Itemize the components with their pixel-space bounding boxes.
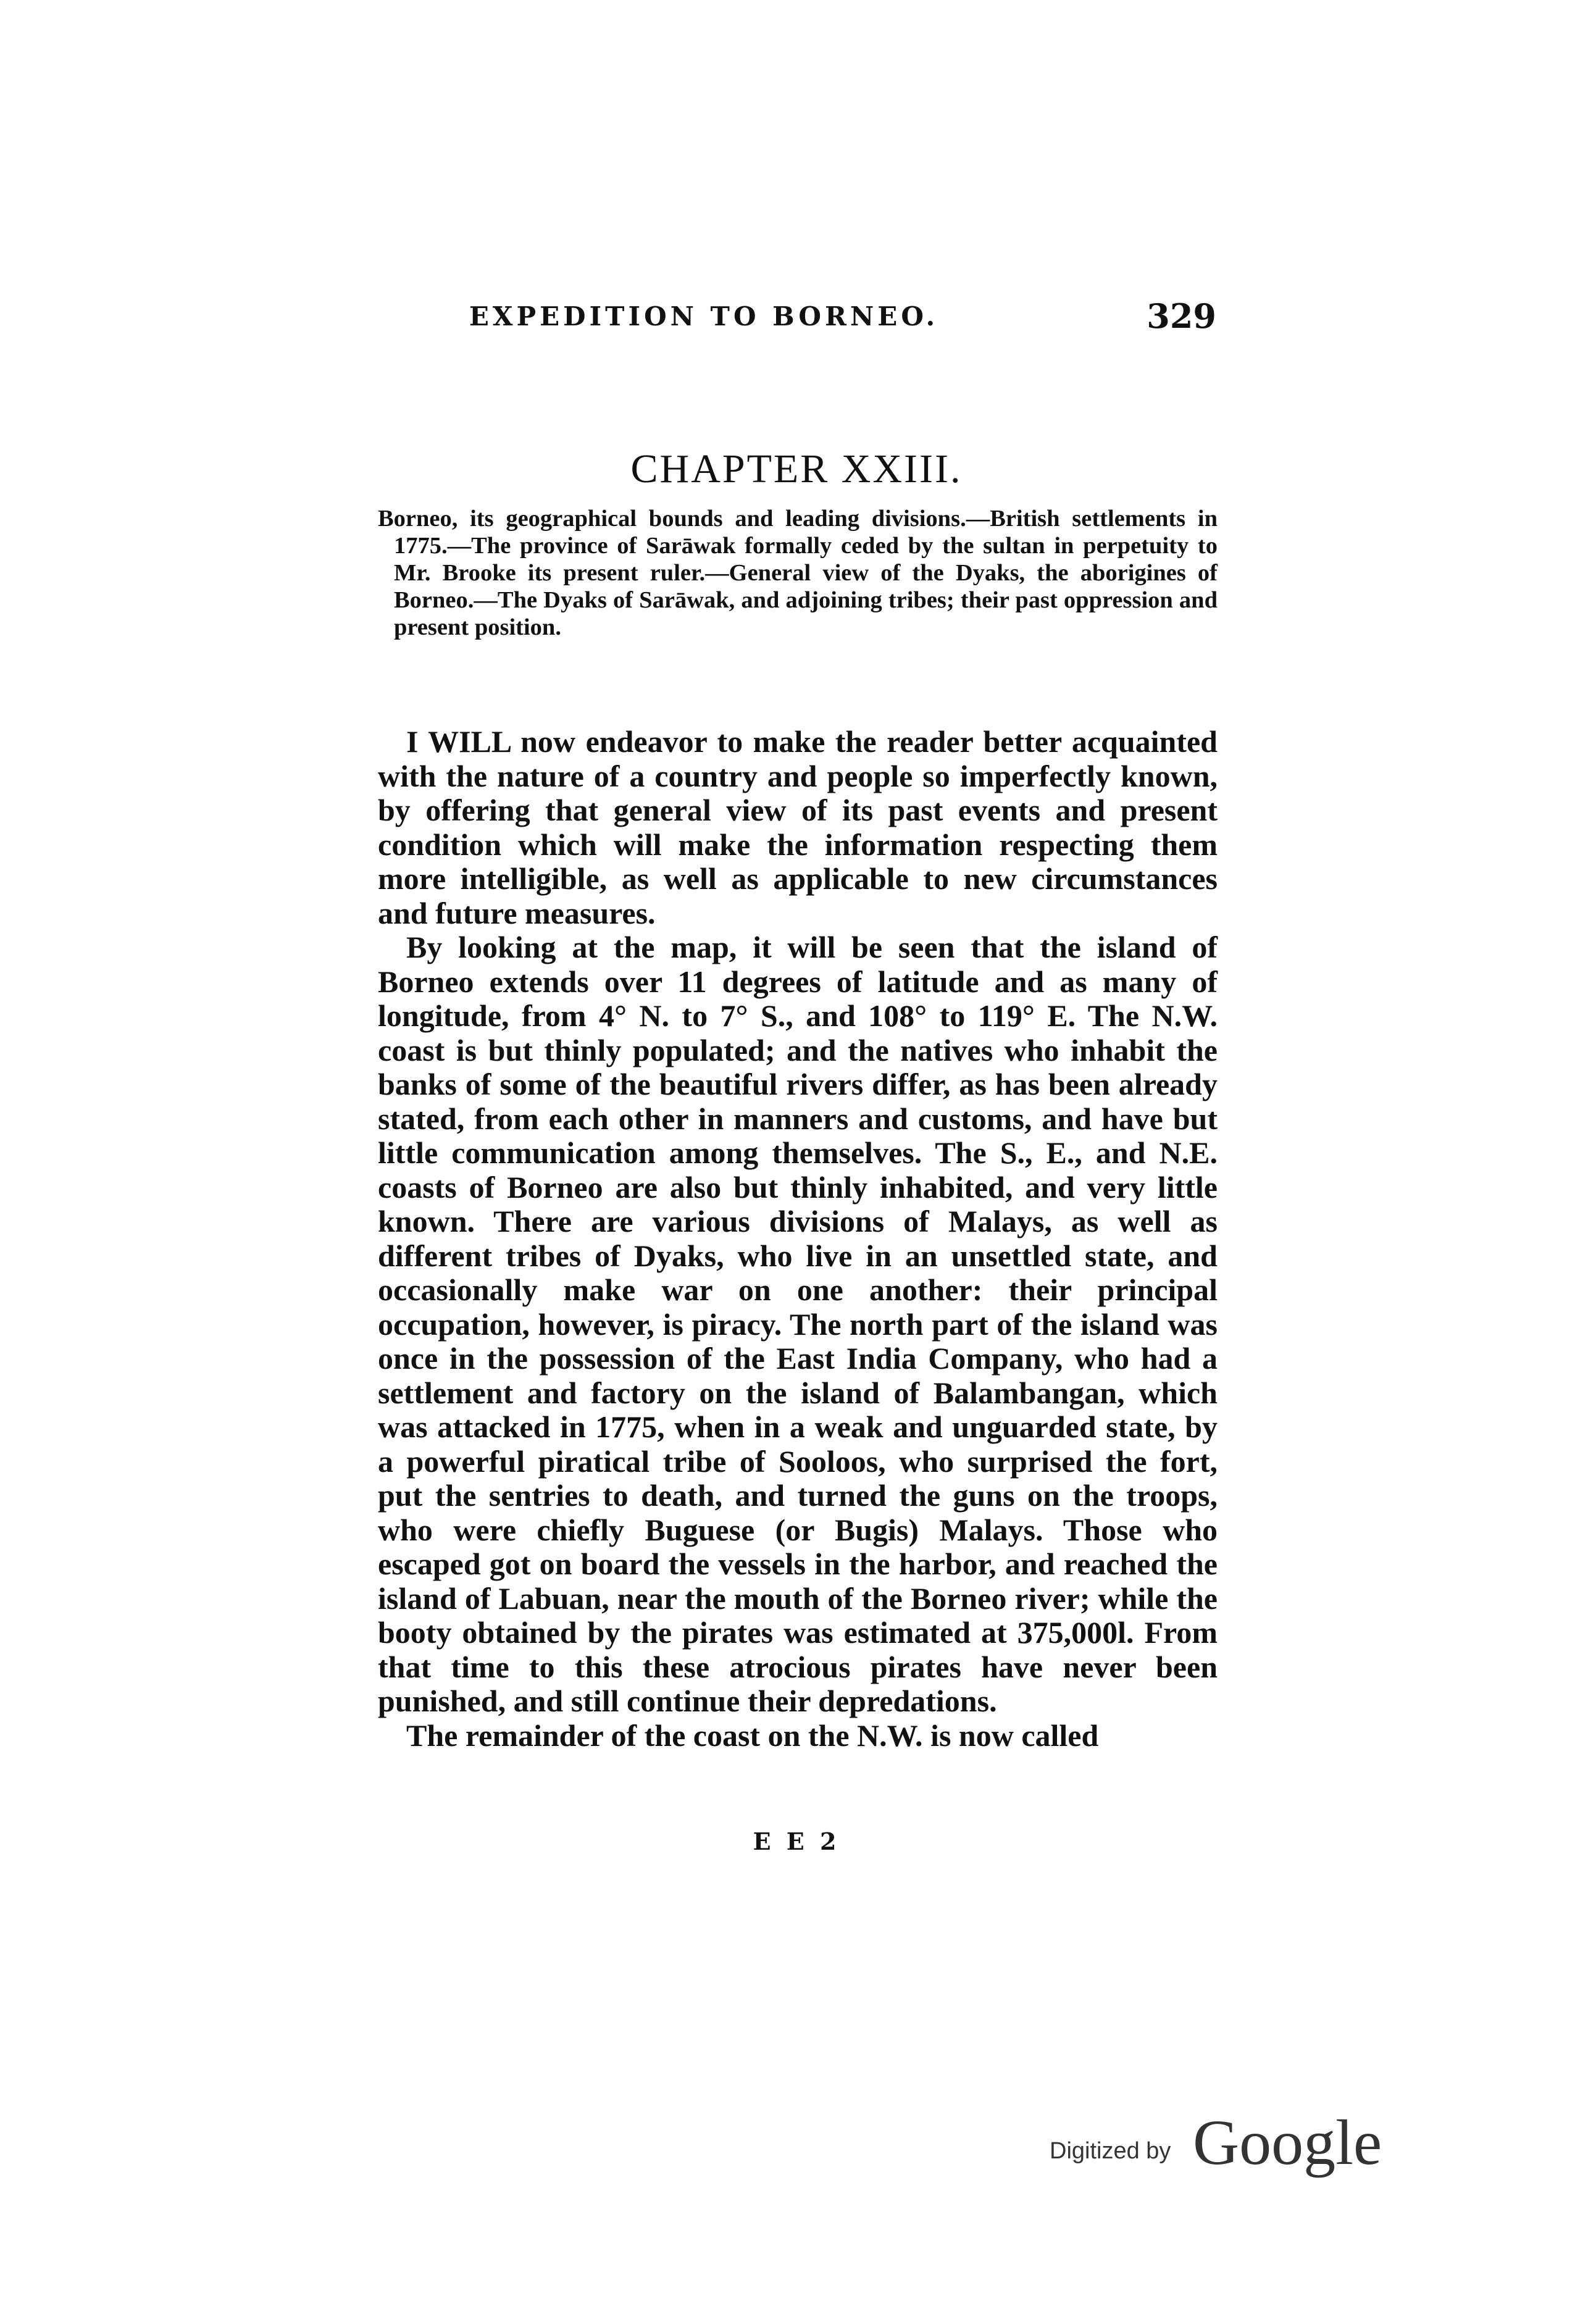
body-text (378, 725, 1218, 1753)
running-title: EXPEDITION TO BORNEO. (469, 301, 939, 332)
signature-mark: E E 2 (753, 1827, 840, 1855)
brand-logo-text: Google (1193, 2107, 1382, 2178)
chapter-synopsis: Borneo, its geographical bounds and leading divisions.—British settlements in 1775.—The province of Sarāwak formally ceded by the sultan in perpetuity to Mr. Brooke its present ruler.—General view of the Dyaks, the aborigines of Borneo.—The Dyaks of Sarāwak, and adjoining tribes; their past oppression and present position. (378, 506, 1218, 640)
digitized-label: Digitized by (1050, 2138, 1171, 2164)
page-number: 329 (1147, 296, 1216, 336)
chapter-heading: CHAPTER XXIII. (630, 446, 963, 491)
paragraph: The remainder of the coast on the N.W. is now called (406, 1718, 1099, 1753)
digitized-by-stamp (1050, 2107, 1420, 2179)
paragraph: I WILL now endeavor to make the reader better acquainted with the nature of a country and people so imperfectly known, by offering that general view of its past events and present condition which will make the information respecting them more intelligible, as well as applicable to new circumstances and future measures. (378, 724, 1218, 930)
page-header (377, 296, 1216, 345)
paragraph: By looking at the map, it will be seen that the island of Borneo extends over 11 degrees of latitude and as many of longitude, from 4° N. to 7° S., and 108° to 119° E. The N.W. coast is but thinly populated; and the natives who inhabit the banks of some of the beautiful rivers differ, as has been already stated, from each other in manners and customs, and have but little communication among themselves. The S., E., and N.E. coasts of Borneo are also but thinly inhabited, and very little known. There are various divisions of Malays, as well as different tribes of Dyaks, who live in an unsettled state, and occasionally make war on one another: their principal occupation, however, is piracy. The north part of the island was once in the possession of the East India Company, who had a settlement and factory on the island of Balambangan, which was attacked in 1775, when in a weak and unguarded state, by a powerful piratical tribe of Sooloos, who surprised the fort, put the sentries to death, and turned the guns on the troops, who were chiefly Buguese (or Bugis) Malays. Those who escaped got on board the vessels in the harbor, and reached the island of Labuan, near the mouth of the Borneo river; while the booty obtained by the pirates was estimated at 375,000l. From that time to this these atrocious pirates have never been punished, and still continue their depredations. (378, 930, 1218, 1718)
